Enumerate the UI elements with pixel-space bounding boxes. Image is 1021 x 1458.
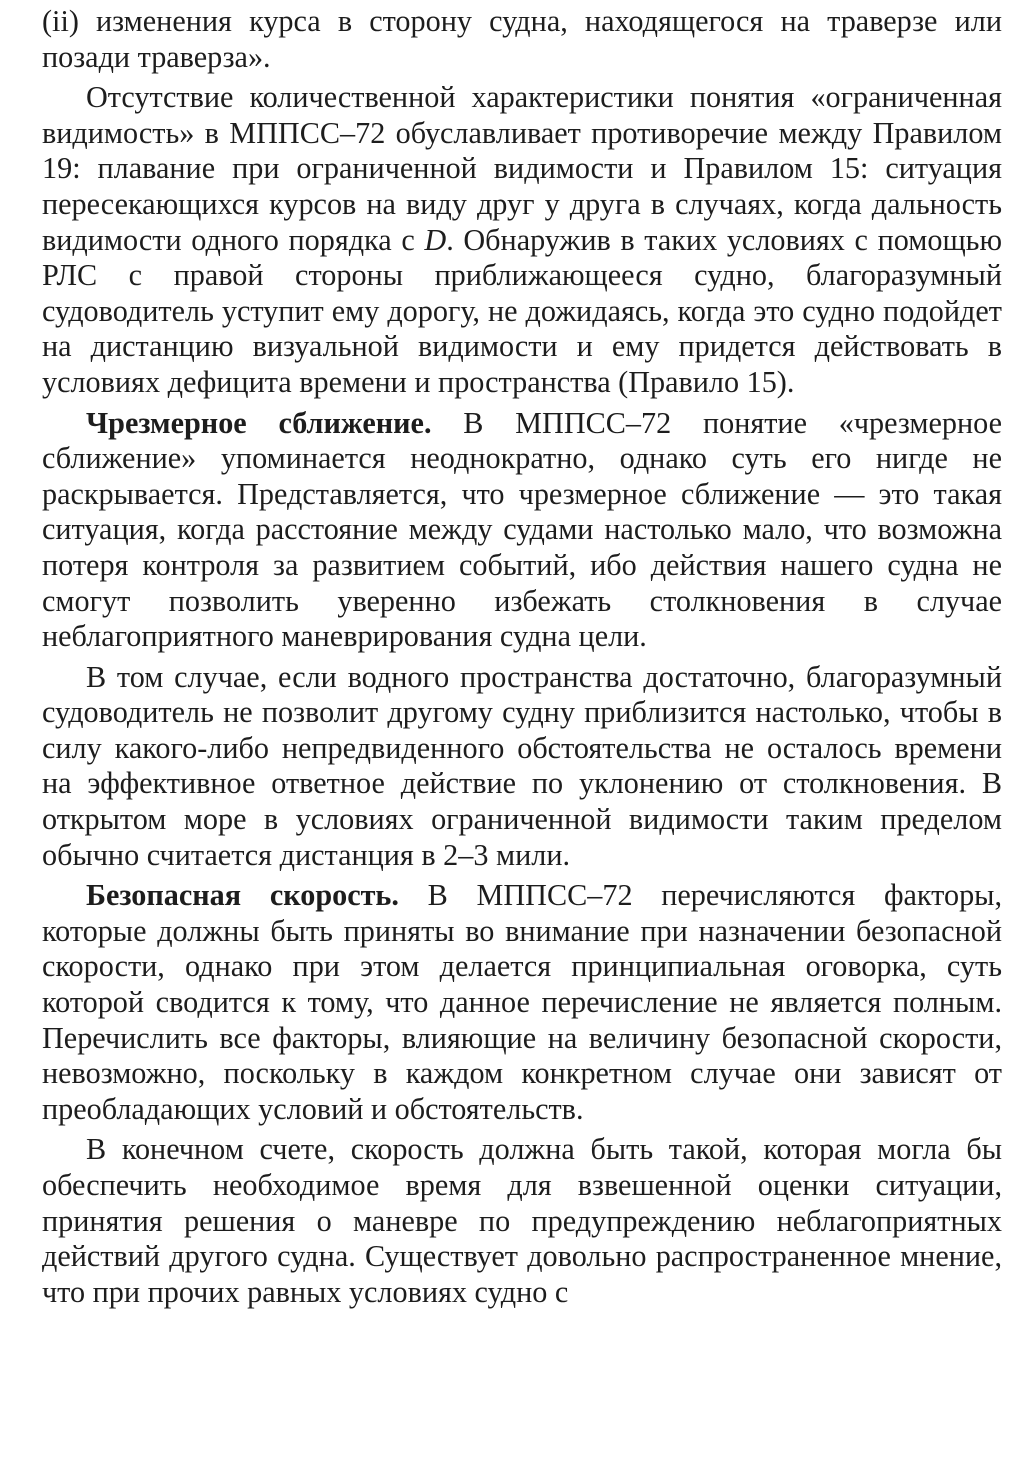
paragraph-continuation [42, 4, 1002, 75]
document-page [42, 4, 1002, 1310]
paragraph-safe-speed [42, 878, 1002, 1127]
paragraph-sea-room [42, 660, 1002, 874]
paragraph-text: В МППСС–72 понятие «чрезмерное сближение» упоминается неоднократно, однако суть его нигде не раскрывается. Представляется, что чрезмерное сближение — это такая ситуация, когда расстояние между судами настолько мало, что возможна потеря контроля за развитием событий, ибо действия нашего судна не смогут позволить уверенно избежать столкновения в случае неблагоприятного маневрирования судна цели. [42, 405, 1002, 654]
paragraph-text: В МППСС–72 перечисляются факторы, которые должны быть приняты во внимание при назначении безопасной скорости, однако при этом делается принципиальная оговорка, суть которой сводится к тому, что данное перечисление не является полным. Перечислить все факторы, влияющие на величину безопасной скорости, невозможно, поскольку в каждом конкретном случае они зависят от преобладающих условий и обстоятельств. [42, 878, 1002, 1126]
paragraph-limited-visibility [42, 80, 1002, 400]
paragraph-text: В конечном счете, скорость должна быть такой, которая могла бы обеспечить необходимое время для взвешенной оценки ситуации, принятия решения о маневре по предупреждению неблагоприятных действий другого судна. Существует довольно распространенное мнение, что при прочих равных условиях судно с [42, 1132, 1002, 1309]
paragraph-text: (ii) изменения курса в сторону судна, находящегося на траверзе или позади траверза». [42, 4, 1002, 74]
paragraph-heading: Безопасная скорость. [86, 878, 399, 913]
paragraph-speed-conclusion [42, 1132, 1002, 1310]
distance-symbol: D [424, 222, 447, 257]
paragraph-close-quarters [42, 406, 1002, 655]
paragraph-text-part-2: . Обнаружив в таких условиях с помощью РЛС с правой стороны приближающееся судно, благоразумный судоводитель уступит ему дорогу, не дожидаясь, когда это судно подойдет на дистанцию визуальной видимости и ему придется действовать в условиях дефицита времени и пространства (Правило 15). [42, 222, 1003, 399]
paragraph-text-part-1: Отсутствие количественной характеристики понятия «ограниченная видимость» в МППСС–72 обуславливает противоречие между Правилом 19: плавание при ограниченной видимости и Правилом 15: ситуация пересекающихся курсов на виду друг у друга в случаях, когда дальность видимости одного порядка с [42, 80, 1002, 257]
paragraph-heading: Чрезмерное сближение. [86, 405, 432, 440]
paragraph-text: В том случае, если водного пространства достаточно, благоразумный судоводитель не позволит другому судну приблизится настолько, чтобы в силу какого-либо непредвиденного обстоятельства не осталось времени на эффективное ответное действие по уклонению от столкновения. В открытом море в условиях ограниченной видимости таким пределом обычно считается дистанция в 2–3 мили. [42, 659, 1002, 872]
